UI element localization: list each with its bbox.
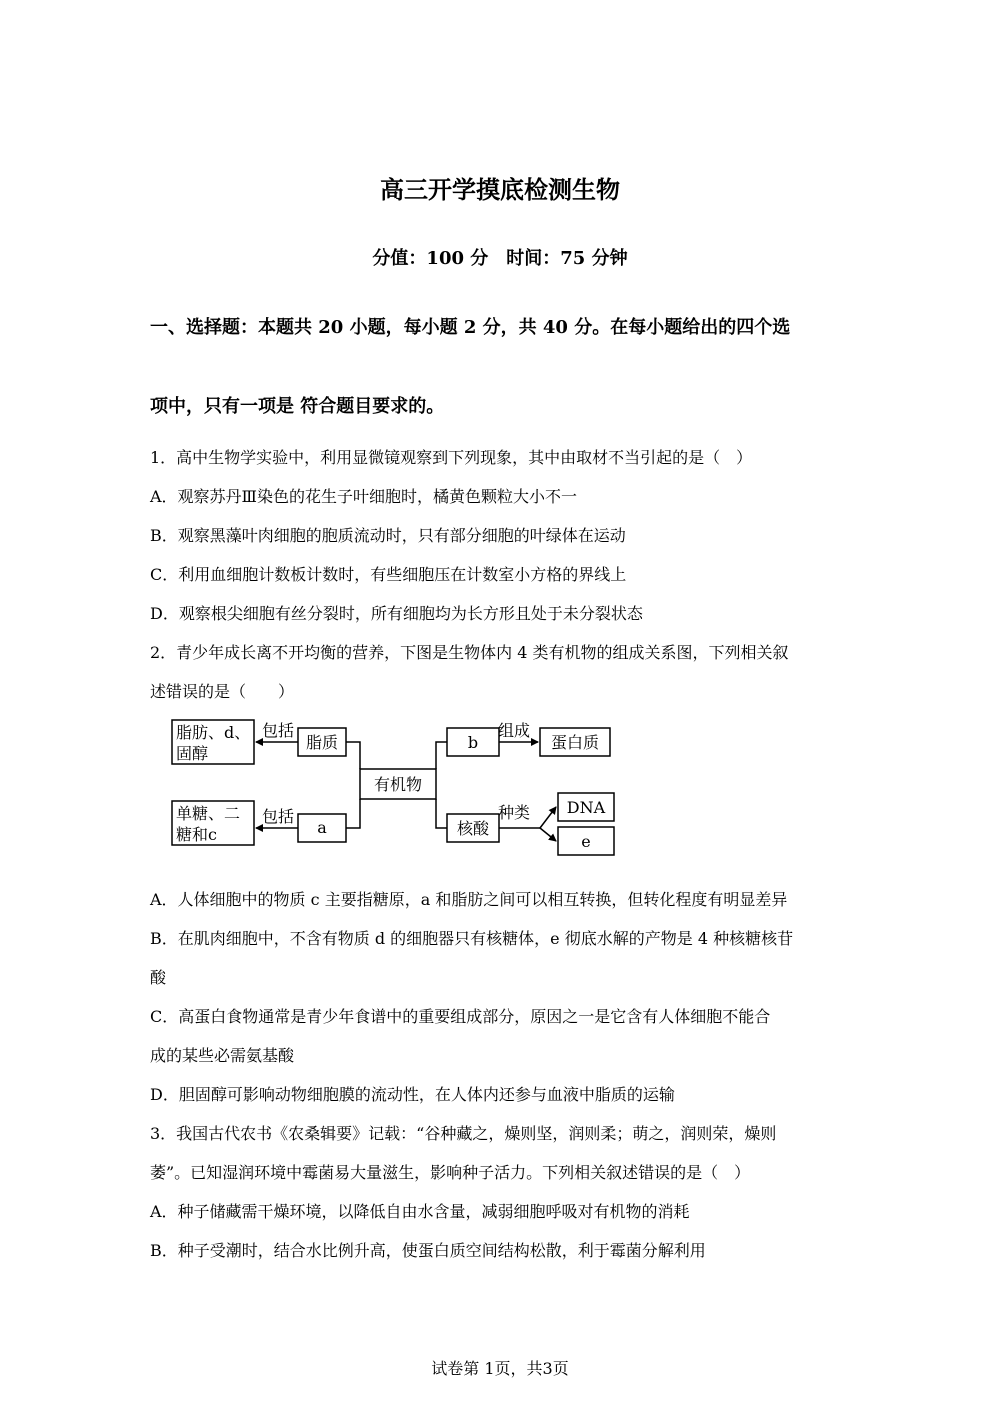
question-1-option-d: D．观察根尖细胞有丝分裂时，所有细胞均为长方形且处于未分裂状态 (150, 604, 643, 623)
dna-label: DNA (566, 798, 606, 817)
include-label-1: 包括 (262, 721, 295, 740)
question-3-option-b: B．种子受潮时，结合水比例升高，使蛋白质空间结构松散，利于霉菌分解利用 (150, 1241, 706, 1260)
question-1-option-a: A．观察苏丹Ⅲ染色的花生子叶细胞时，橘黄色颗粒大小不一 (150, 487, 577, 506)
kinds-label: 种类 (498, 803, 531, 822)
protein-label: 蛋白质 (550, 733, 600, 752)
include-label-2: 包括 (262, 807, 295, 826)
section-heading-line-1: 一、选择题：本题共 20 小题，每小题 2 分，共 40 分。在每小题给出的四个选 (150, 317, 791, 338)
question-3-stem-line-1: 3．我国古代农书《农桑辑要》记载：“谷种藏之，燥则坚，润则柔；萌之，润则荣，燥则 (150, 1124, 777, 1143)
compose-label: 组成 (498, 721, 531, 740)
section-heading-line-2: 项中，只有一项是 符合题目要求的。 (150, 396, 445, 417)
sugar-detail-text-2: 糖和c (176, 825, 217, 844)
a-label: a (317, 818, 327, 837)
score-time-info: 分值：100 分 时间：75 分钟 (372, 248, 628, 269)
question-2-option-a: A．人体细胞中的物质 c 主要指糖原，a 和脂肪之间可以相互转换，但转化程度有明显差异 (150, 890, 788, 909)
question-2-stem-line-1: 2．青少年成长离不开均衡的营养，下图是生物体内 4 类有机物的组成关系图，下列相关叙 (150, 643, 789, 662)
page-footer: 试卷第 1页，共3页 (431, 1359, 569, 1378)
question-2-option-c-line-2: 成的某些必需氨基酸 (150, 1046, 295, 1065)
fat-detail-text-1: 脂肪、d、 (176, 723, 251, 742)
page-title: 高三开学摸底检测生物 (380, 176, 620, 204)
question-3-option-a: A．种子储藏需干燥环境，以降低自由水含量，减弱细胞呼吸对有机物的消耗 (150, 1202, 690, 1221)
question-2-option-c-line-1: C．高蛋白食物通常是青少年食谱中的重要组成部分，原因之一是它含有人体细胞不能合 (150, 1007, 771, 1026)
question-2-option-b-line-1: B．在肌肉细胞中，不含有物质 d 的细胞器只有核糖体，e 彻底水解的产物是 4 种核糖核苷 (150, 929, 794, 948)
question-1-option-c: C．利用血细胞计数板计数时，有些细胞压在计数室小方格的界线上 (150, 565, 627, 584)
nucleic-label: 核酸 (456, 819, 490, 838)
organic-matter-diagram (160, 712, 630, 860)
question-2-stem-line-2: 述错误的是（ ） (150, 682, 295, 701)
question-1-stem: 1．高中生物学实验中，利用显微镜观察到下列现象，其中由取材不当引起的是（ ） (150, 448, 753, 467)
question-3-stem-line-2: 萎”。已知湿润环境中霉菌易大量滋生，影响种子活力。下列相关叙述错误的是（ ） (150, 1163, 751, 1182)
sugar-detail-text-1: 单糖、二 (176, 804, 241, 823)
question-2-option-b-line-2: 酸 (150, 968, 167, 987)
lipid-label: 脂质 (305, 733, 339, 752)
question-1-option-b: B．观察黑藻叶肉细胞的胞质流动时，只有部分细胞的叶绿体在运动 (150, 526, 626, 545)
question-2-option-d: D．胆固醇可影响动物细胞膜的流动性，在人体内还参与血液中脂质的运输 (150, 1085, 675, 1104)
b-label: b (467, 733, 479, 752)
e-label: e (581, 832, 591, 851)
center-label: 有机物 (373, 775, 423, 794)
fat-detail-text-2: 固醇 (176, 744, 209, 763)
